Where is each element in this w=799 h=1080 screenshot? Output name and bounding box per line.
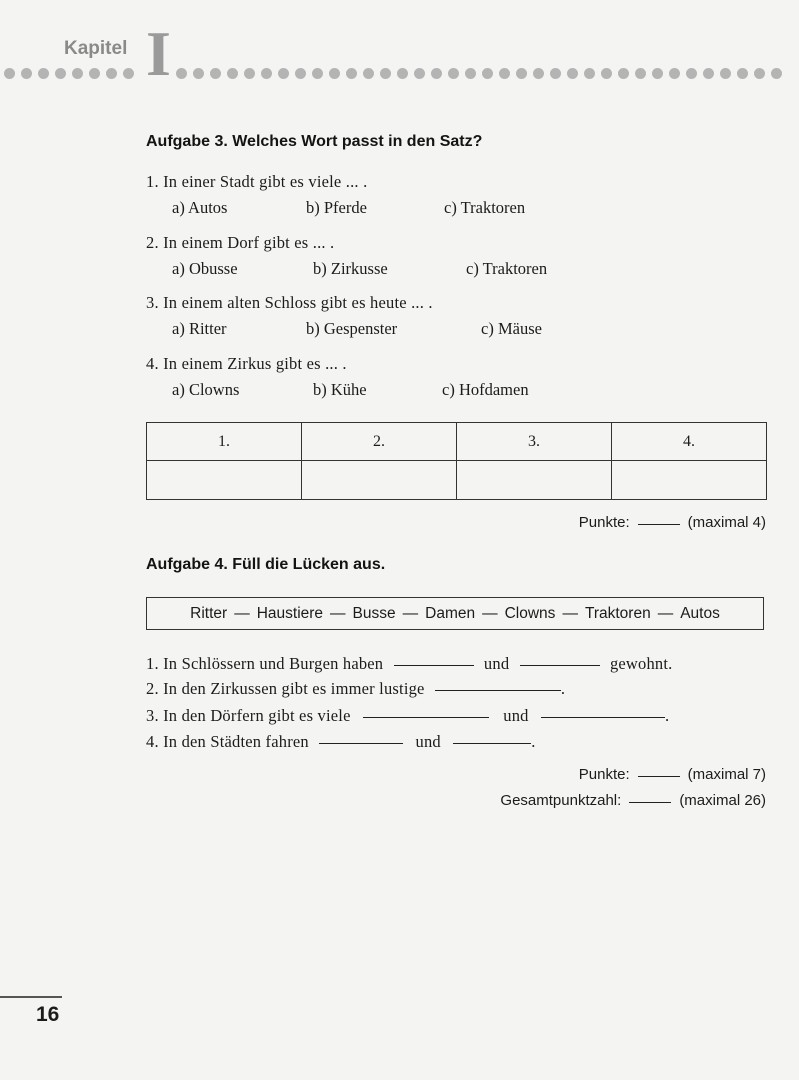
q1-option-a: a) Autos [172,198,228,217]
task3-score-max: (maximal 4) [687,514,766,531]
q2-option-b: b) Zirkusse [313,259,388,278]
word-bank-item: Ritter [190,604,228,622]
answer-table [146,422,767,500]
table-header-3: 3. [457,423,612,461]
decorative-dot [72,68,83,79]
q2-option-a: a) Obusse [172,259,238,278]
decorative-dot [635,68,646,79]
sentence-2 [146,679,565,699]
q1-option-c: c) Traktoren [444,198,526,217]
decorative-dot [261,68,272,79]
chapter-label: Kapitel [64,38,128,59]
task4-score-label: Punkte: [578,766,630,783]
word-bank-item: Damen [425,604,476,622]
sentence-3-text: 3. In den Dörfern gibt es viele [146,706,351,725]
decorative-dot [106,68,117,79]
decorative-dot [312,68,323,79]
decorative-dot [771,68,782,79]
decorative-dot [89,68,100,79]
task3-score [579,514,766,531]
decorative-dot [465,68,476,79]
question-4: 4. In einem Zirkus gibt es ... . [146,354,347,373]
decorative-dot [737,68,748,79]
total-score-max: (maximal 26) [679,792,766,809]
decorative-dot [754,68,765,79]
answer-cell-3[interactable] [457,461,612,500]
word-separator: — [234,604,250,622]
task3-score-label: Punkte: [578,514,630,531]
sentence-1-blank-2[interactable] [520,665,600,666]
decorative-dot [567,68,578,79]
answer-cell-2[interactable] [302,461,457,500]
decorative-dot [193,68,204,79]
word-bank [146,597,764,630]
word-separator: — [330,604,346,622]
word-separator: — [482,604,498,622]
decorative-dot [448,68,459,79]
q4-option-a: a) Clowns [172,380,240,399]
sentence-3 [146,706,669,726]
sentence-2-blank[interactable] [435,690,561,691]
decorative-dot [4,68,15,79]
page-number-rule [0,996,62,998]
q4-option-c: c) Hofdamen [442,380,529,399]
sentence-3-blank-2[interactable] [541,717,665,718]
decorative-dot [669,68,680,79]
decorative-dot [244,68,255,79]
dot-row-left [4,66,134,80]
word-bank-item: Traktoren [584,604,651,622]
sentence-3-end: . [664,706,670,725]
decorative-dot [686,68,697,79]
table-header-4: 4. [612,423,767,461]
decorative-dot [363,68,374,79]
answer-cell-4[interactable] [612,461,767,500]
sentence-1-blank-1[interactable] [394,665,474,666]
sentence-1-und: und [483,654,510,673]
word-bank-item: Autos [680,604,720,622]
decorative-dot [123,68,134,79]
word-separator: — [562,604,578,622]
question-1: 1. In einer Stadt gibt es viele ... . [146,172,368,191]
sentence-3-und: und [503,706,529,725]
decorative-dot [295,68,306,79]
q2-option-c: c) Traktoren [466,259,548,278]
decorative-dot [652,68,663,79]
word-bank-item: Clowns [504,604,556,622]
decorative-dot [176,68,187,79]
table-header-2: 2. [302,423,457,461]
decorative-dot [499,68,510,79]
chapter-number: I [146,18,171,89]
decorative-dot [38,68,49,79]
q3-option-b: b) Gespenster [306,319,398,338]
sentence-2-text: 2. In den Zirkussen gibt es immer lustige [146,679,425,698]
word-separator: — [657,604,674,622]
decorative-dot [482,68,493,79]
total-score [500,792,766,809]
decorative-dot [55,68,66,79]
task4-score-max: (maximal 7) [687,766,766,783]
question-3: 3. In einem alten Schloss gibt es heute ... . [146,293,433,312]
q3-option-a: a) Ritter [172,319,227,338]
sentence-1-end: gewohnt. [609,654,673,673]
table-header-1: 1. [147,423,302,461]
decorative-dot [703,68,714,79]
total-score-blank[interactable] [629,802,671,803]
task3-score-blank[interactable] [638,524,680,525]
decorative-dot [533,68,544,79]
question-2: 2. In einem Dorf gibt es ... . [146,233,335,252]
decorative-dot [380,68,391,79]
sentence-4 [146,732,536,752]
decorative-dot [346,68,357,79]
sentence-4-und: und [415,732,441,751]
decorative-dot [618,68,629,79]
total-score-label: Gesamtpunktzahl: [500,792,622,809]
q3-option-c: c) Mäuse [481,319,542,338]
q1-option-b: b) Pferde [306,198,367,217]
word-bank-item: Busse [352,604,396,622]
decorative-dot [601,68,612,79]
decorative-dot [431,68,442,79]
decorative-dot [329,68,340,79]
decorative-dot [414,68,425,79]
sentence-4-end: . [531,732,536,751]
sentence-1-text: 1. In Schlössern und Burgen haben [146,654,384,673]
decorative-dot [397,68,408,79]
dot-row-right [176,66,782,80]
task4-title: Aufgabe 4. Füll die Lücken aus. [146,556,386,573]
sentence-2-end: . [560,679,566,698]
word-bank-item: Haustiere [256,604,324,622]
task4-score-blank[interactable] [638,776,680,777]
decorative-dot [516,68,527,79]
decorative-dot [227,68,238,79]
sentence-4-blank-1[interactable] [319,743,403,744]
decorative-dot [720,68,731,79]
task3-title: Aufgabe 3. Welches Wort passt in den Satz? [146,133,483,150]
q4-option-b: b) Kühe [313,380,367,399]
answer-cell-1[interactable] [147,461,302,500]
decorative-dot [278,68,289,79]
page-number: 16 [36,1003,60,1026]
sentence-1 [146,654,673,674]
word-separator: — [402,604,419,622]
decorative-dot [584,68,595,79]
sentence-4-text: 4. In den Städten fahren [146,732,309,751]
sentence-4-blank-2[interactable] [453,743,531,744]
sentence-3-blank-1[interactable] [363,717,489,718]
decorative-dot [21,68,32,79]
decorative-dot [550,68,561,79]
decorative-dot [210,68,221,79]
task4-score [579,766,766,783]
